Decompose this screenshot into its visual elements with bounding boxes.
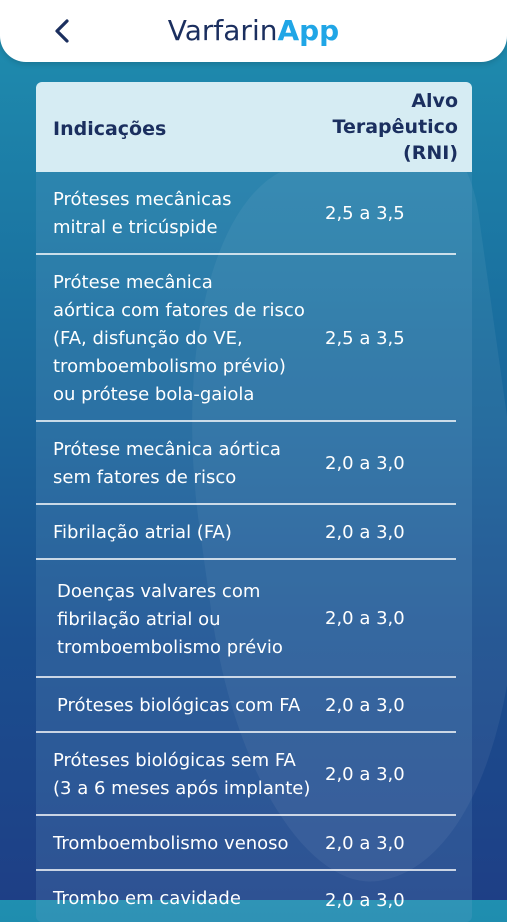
table-row (36, 816, 472, 871)
indication-text (53, 269, 318, 409)
table-row (36, 871, 472, 922)
indication-text (53, 519, 318, 547)
indication-line: Tromboembolismo venoso (53, 833, 289, 854)
indication-text (53, 186, 318, 242)
indication-line: (3 a 6 meses após implante) (53, 778, 311, 799)
table-row (36, 255, 472, 422)
column-header-alvo-line3: (RNI) (403, 142, 458, 164)
target-range-value: 2,0 a 3,0 (325, 763, 405, 785)
column-header-indicacoes: Indicações (53, 118, 167, 140)
app-title (0, 12, 507, 50)
table-row (36, 422, 472, 505)
indication-line: Próteses mecânicas (53, 189, 232, 210)
target-range-value: 2,0 a 3,0 (325, 452, 405, 474)
app-header (0, 0, 507, 62)
indication-line: ou prótese bola-gaiola (53, 384, 255, 405)
indication-text (53, 436, 318, 492)
indication-line: aórtica com fatores de risco (53, 300, 305, 321)
indication-text (57, 692, 322, 720)
indication-text (53, 830, 318, 858)
indication-line: mitral e tricúspide (53, 217, 218, 238)
indication-text (53, 885, 318, 913)
indication-line: fibrilação atrial ou (57, 609, 221, 630)
column-header-alvo (333, 88, 458, 166)
target-range-value: 2,5 a 3,5 (325, 327, 405, 349)
table-body (36, 172, 472, 922)
indication-line: Prótese mecânica aórtica (53, 439, 281, 460)
indication-line: Próteses biológicas com FA (57, 695, 301, 716)
indication-text (57, 578, 322, 662)
indication-line: Fibrilação atrial (FA) (53, 522, 232, 543)
target-range-value: 2,0 a 3,0 (325, 694, 405, 716)
target-range-value: 2,0 a 3,0 (325, 608, 405, 629)
indication-line: Doenças valvares com (57, 581, 261, 602)
indication-line: tromboembolismo prévio) (53, 356, 286, 377)
indication-text (53, 747, 318, 803)
column-header-alvo-line1: Alvo (411, 90, 458, 112)
indications-table (36, 82, 472, 922)
table-row (36, 172, 472, 255)
table-row (36, 678, 472, 733)
indication-line: Prótese mecânica (53, 272, 213, 293)
indication-line: sem fatores de risco (53, 467, 237, 488)
target-range-value: 2,0 a 3,0 (325, 890, 405, 911)
app-title-part1: Varfarin (167, 14, 278, 47)
app-title-part2: App (277, 14, 340, 47)
indication-line: Próteses biológicas sem FA (53, 750, 296, 771)
table-header (36, 82, 472, 172)
target-range-value: 2,0 a 3,0 (325, 832, 405, 854)
target-range-value: 2,0 a 3,0 (325, 521, 405, 543)
indication-line: (FA, disfunção do VE, (53, 328, 243, 349)
column-header-alvo-line2: Terapêutico (332, 116, 458, 138)
table-row (36, 560, 472, 678)
table-row (36, 733, 472, 816)
indication-line: tromboembolismo prévio (57, 637, 283, 658)
indication-line: Trombo em cavidade (53, 888, 241, 909)
table-row (36, 505, 472, 560)
target-range-value: 2,5 a 3,5 (325, 202, 405, 224)
